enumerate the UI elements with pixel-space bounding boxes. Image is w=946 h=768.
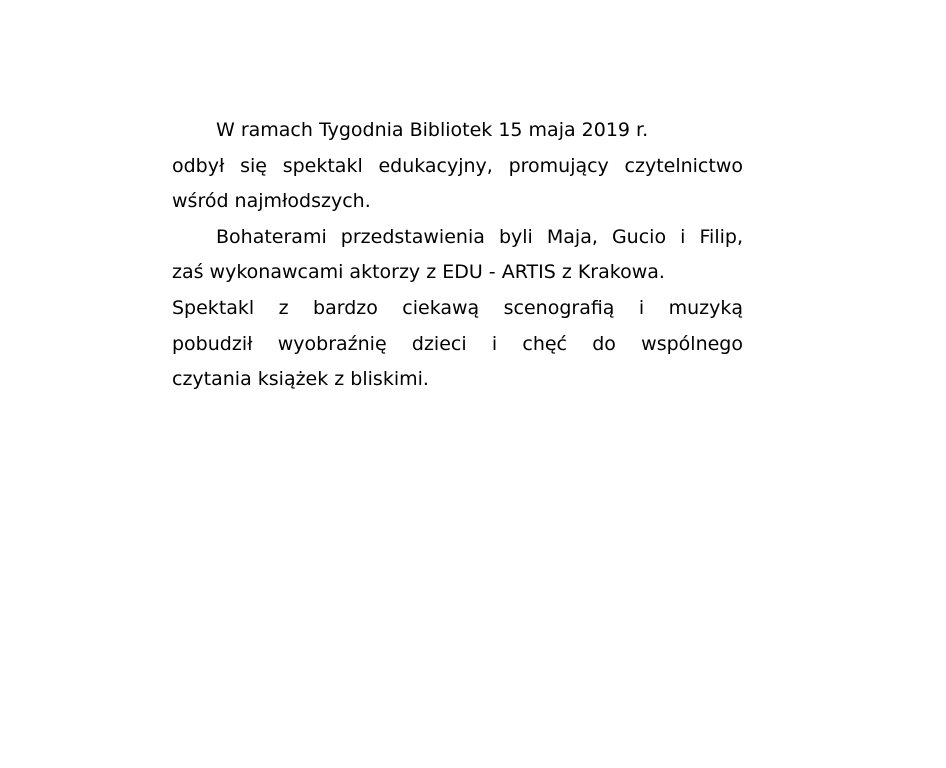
paragraph-1 [172,113,743,220]
paragraph-line: wśród najmłodszych. [172,190,371,213]
paragraph-line: W ramach Tygodnia Bibliotek 15 maja 2019 r. [216,119,649,141]
paragraph-line: odbył się spektakl edukacyjny, promujący czytelnictwo [172,154,743,177]
paragraph-line: Spektakl z bardzo ciekawą scenografią i muzyką [172,296,743,319]
paragraph-line: pobudził wyobraźnię dzieci i chęć do wspólnego [172,332,743,355]
document-body [172,113,743,398]
paragraph-line: czytania książek z bliskimi. [172,368,429,391]
paragraph-line: zaś wykonawcami aktorzy z EDU - ARTIS z Krakowa. [172,261,665,284]
paragraph-2 [172,220,743,398]
paragraph-line: Bohaterami przedstawienia byli Maja, Gucio i Filip, [216,225,743,248]
